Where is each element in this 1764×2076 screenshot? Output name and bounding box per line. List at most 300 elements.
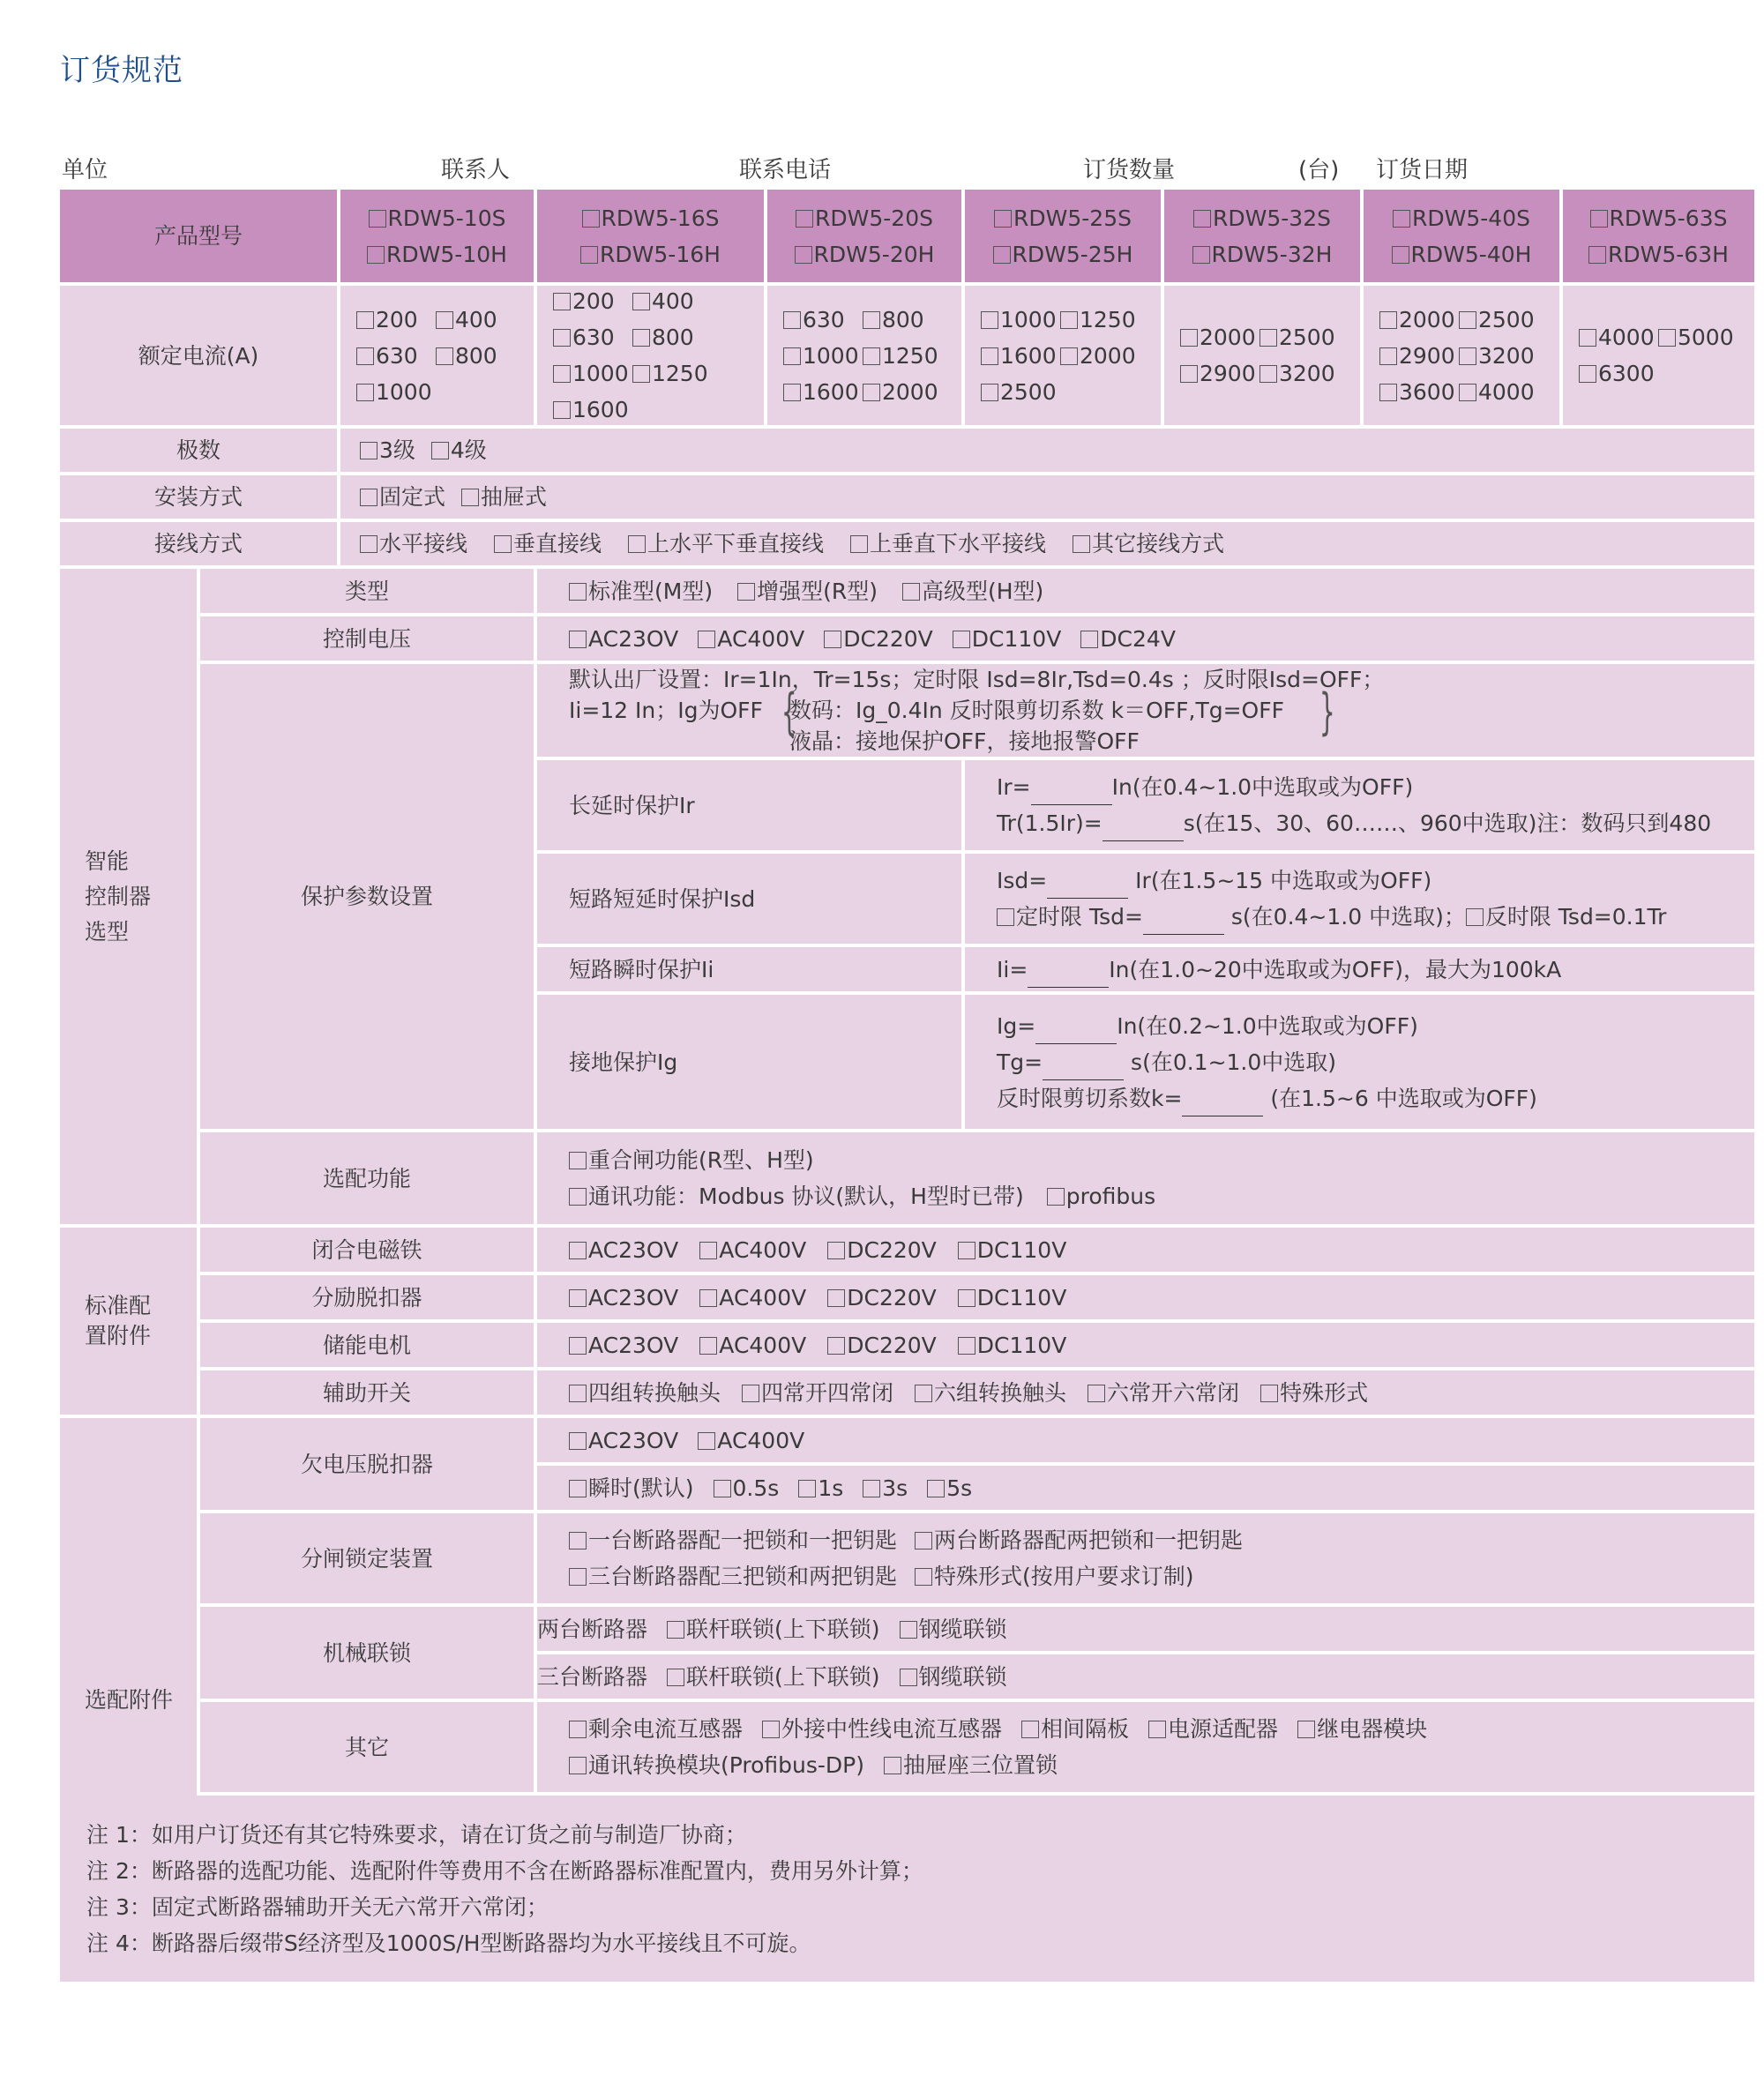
rated-current-row [783,374,951,410]
poles-label [60,429,337,472]
option-checkbox[interactable] [884,1757,901,1774]
rated-current-option [1459,374,1535,410]
option-label: 增强型(R型) [757,578,878,604]
model-name: RDW5-10H [386,241,507,267]
model-checkbox[interactable] [993,246,1011,264]
option-item [915,1522,1243,1558]
option-checkbox[interactable] [628,535,646,553]
notes [60,1796,1754,1982]
option-checkbox[interactable] [900,1621,917,1639]
option-item [958,1327,1067,1363]
accessories-group-label-text: 选配附件 [85,1687,174,1713]
option-label: DC24V [1100,625,1176,652]
ig-suffix: In(在0.2~1.0中选取或为OFF) [1117,1012,1418,1039]
rated-current-row [783,302,951,338]
current-checkbox[interactable] [632,329,650,347]
standard-row-options [537,1323,1754,1367]
product-model-cell [1563,190,1754,282]
interlock-two [537,1607,1754,1651]
lock-device-label [200,1513,534,1603]
rated-current-option [863,302,924,338]
mounting-options [340,475,1754,519]
standard-row-line [569,1375,1744,1411]
option-checkbox[interactable] [569,1337,587,1355]
interlock-prefix: 三台断路器 [537,1663,648,1690]
option-checkbox[interactable] [958,1337,975,1355]
tsd-prefix: Tsd= [1088,904,1143,930]
option-item [1088,1375,1239,1411]
option-label: 六组转换触头 [934,1379,1067,1406]
profibus-checkbox[interactable] [1047,1188,1065,1206]
option-item [1260,1375,1368,1411]
current-checkbox[interactable] [1459,347,1476,365]
rated-current-row [1379,338,1549,374]
option-checkbox[interactable] [1080,631,1098,648]
option-checkbox[interactable] [714,1480,731,1497]
product-model-option [1392,236,1532,273]
option-checkbox[interactable] [431,442,449,459]
option-checkbox[interactable] [742,1385,759,1402]
tr-blank[interactable] [1102,819,1184,841]
rated-current-cell [1364,286,1559,425]
option-label: DC220V [847,1284,937,1311]
other-options [537,1702,1754,1792]
k-suffix: (在1.5~6 中选取或为OFF) [1263,1085,1537,1111]
rated-current-option [436,302,497,338]
current-checkbox[interactable] [1060,311,1078,329]
option-checkbox[interactable] [798,1480,816,1497]
option-item [628,526,824,562]
standard-row-options [537,1370,1754,1415]
option-checkbox[interactable] [699,1289,717,1307]
model-checkbox[interactable] [1192,246,1210,264]
current-value: 400 [652,288,694,314]
ig-blank[interactable] [1035,1022,1117,1044]
ground-line1 [997,1008,1744,1044]
product-model-cell [1164,190,1360,282]
ir-prefix: Ir= [997,774,1031,800]
note: 注 2：断路器的选配功能、选配附件等费用不含在断路器标准配置内，费用另外计算； [86,1857,923,1884]
tr-suffix: s(在15、30、60……、960中选取)注：数码只到480 [1183,810,1712,836]
current-value: 2900 [1399,342,1455,369]
option-checkbox[interactable] [569,1432,587,1450]
option-label: 抽屉座三位置锁 [903,1752,1058,1778]
option-label: 上垂直下水平接线 [870,531,1047,556]
option-item [569,1558,897,1594]
option-checkbox[interactable] [461,489,479,506]
option-label: AC400V [719,1284,807,1311]
current-checkbox[interactable] [632,365,650,383]
rated-current-row [553,355,753,392]
current-value: 2500 [1279,325,1335,350]
product-model-option [367,236,507,273]
model-checkbox[interactable] [795,246,812,264]
option-checkbox[interactable] [667,1669,684,1686]
option-checkbox[interactable] [827,1242,845,1259]
short-delay-line1 [997,863,1744,899]
option-checkbox[interactable] [915,1385,932,1402]
product-model-option [580,236,721,273]
optional-line1 [569,1142,1744,1178]
ii-blank[interactable] [1028,966,1109,988]
option-item [737,573,878,609]
ground-settings [965,995,1754,1129]
definite-time-checkbox[interactable] [997,908,1014,926]
current-checkbox[interactable] [1259,329,1277,347]
option-checkbox[interactable] [827,1289,845,1307]
short-delay-label [537,854,961,944]
model-checkbox[interactable] [1588,246,1606,264]
inverse-time-value: Tsd=0.1Tr [1558,904,1667,930]
current-checkbox[interactable] [1459,384,1476,401]
k-blank[interactable] [1182,1094,1263,1116]
current-checkbox[interactable] [1379,347,1397,365]
model-checkbox[interactable] [1392,246,1409,264]
standard-row-options [537,1275,1754,1319]
rated-current-row [1579,355,1744,392]
current-checkbox[interactable] [1459,311,1476,329]
rated-current-row [1579,319,1744,355]
option-item [1080,621,1176,657]
rated-current-row [1379,374,1549,410]
option-item [569,1711,743,1747]
current-checkbox[interactable] [1579,365,1596,383]
option-label: 钢缆联锁 [918,1663,1007,1690]
option-item [900,1659,1007,1695]
option-checkbox[interactable] [569,1757,587,1774]
option-label: DC110V [971,625,1062,652]
current-checkbox[interactable] [553,365,571,383]
product-model-cell [965,190,1161,282]
option-checkbox[interactable] [667,1621,684,1639]
rated-current-option [632,355,708,392]
current-checkbox[interactable] [632,293,650,310]
model-checkbox[interactable] [369,210,386,228]
option-checkbox[interactable] [699,1242,717,1259]
standard-row-label-text: 辅助开关 [322,1379,411,1406]
date-label: 订货日期 [1376,157,1469,183]
quantity-unit: (台) [1298,157,1340,183]
current-checkbox[interactable] [436,347,453,365]
option-item [927,1470,972,1506]
profibus-label: profibus [1065,1184,1156,1209]
model-checkbox[interactable] [796,210,813,228]
standard-row-label [200,1228,534,1272]
modbus-label: 通讯功能：Modbus 协议(默认，H型时已带) [588,1184,1024,1209]
option-item [953,621,1062,657]
product-model-label [60,190,337,282]
rated-current-option [1459,302,1535,338]
ground-label-text: 接地保护Ig [569,1049,678,1075]
modbus-checkbox[interactable] [569,1188,587,1206]
option-checkbox[interactable] [762,1721,780,1738]
option-checkbox[interactable] [1148,1721,1166,1738]
option-label: 相间隔板 [1041,1716,1130,1742]
lock-device-label-text: 分闸锁定装置 [300,1545,433,1572]
option-item [762,1711,1002,1747]
option-checkbox[interactable] [1088,1385,1105,1402]
option-item [1073,526,1224,562]
contact-label: 联系人 [441,157,511,183]
option-checkbox[interactable] [827,1337,845,1355]
option-label: DC220V [847,1236,937,1263]
option-checkbox[interactable] [915,1568,932,1586]
rated-current-label [60,286,337,425]
option-label: 钢缆联锁 [918,1616,1007,1642]
undervoltage-voltage [537,1418,1754,1462]
tsd-blank[interactable] [1143,913,1224,935]
option-checkbox[interactable] [569,1480,587,1497]
option-item [461,479,547,515]
current-checkbox[interactable] [1658,329,1676,347]
option-checkbox[interactable] [360,489,377,506]
current-value: 2000 [1399,306,1455,332]
option-checkbox[interactable] [569,1385,587,1402]
option-checkbox[interactable] [569,1532,587,1550]
control-voltage-label-text: 控制电压 [322,625,411,652]
rated-current-row [981,302,1150,338]
wiring-label-text: 接线方式 [153,531,243,556]
reclose-checkbox[interactable] [569,1152,587,1169]
option-checkbox[interactable] [850,535,868,553]
current-checkbox[interactable] [1579,329,1596,347]
protection-settings-label-text: 保护参数设置 [300,884,433,909]
option-label: DC220V [843,625,933,652]
current-value: 1600 [572,397,629,422]
option-item [958,1280,1067,1316]
ground-line3 [997,1080,1744,1116]
option-item [667,1611,880,1647]
product-model-option [1590,200,1728,236]
option-checkbox[interactable] [569,1242,587,1259]
option-label: 四组转换触头 [588,1379,721,1406]
ir-blank[interactable] [1031,783,1112,805]
current-checkbox[interactable] [1180,365,1198,383]
current-checkbox[interactable] [863,311,880,329]
option-checkbox[interactable] [958,1289,975,1307]
note: 注 1：如用户订货还有其它特殊要求，请在订货之前与制造厂协商； [86,1821,747,1848]
option-checkbox[interactable] [698,1432,715,1450]
rated-current-row [356,338,523,374]
current-checkbox[interactable] [1060,347,1078,365]
option-label: AC400V [717,1427,805,1453]
current-checkbox[interactable] [356,347,374,365]
ground-label [537,995,961,1129]
standard-row-line [569,1280,1744,1316]
option-item [699,1327,806,1363]
current-value: 2000 [1080,342,1136,369]
tg-blank[interactable] [1043,1058,1124,1080]
option-label: 一台断路器配一把锁和一把钥匙 [588,1527,898,1553]
model-name: RDW5-63S [1609,205,1728,231]
short-delay-settings [965,854,1754,944]
tg-suffix: s(在0.1~1.0中选取) [1124,1049,1337,1075]
controller-group-line: 智能 [85,848,130,874]
rated-current-cell [1164,286,1360,425]
standard-row-label-text: 储能电机 [322,1332,411,1358]
model-checkbox[interactable] [580,246,598,264]
product-model-option [994,200,1132,236]
option-item [902,573,1043,609]
option-checkbox[interactable] [569,631,587,648]
option-checkbox[interactable] [737,583,755,601]
current-checkbox[interactable] [783,347,801,365]
definite-time-label: 定时限 [1016,904,1089,930]
option-checkbox[interactable] [698,631,715,648]
option-item [431,432,487,468]
option-item [915,1558,1194,1594]
rated-current-option [1180,319,1259,355]
current-checkbox[interactable] [553,329,571,347]
instant-label [537,947,961,991]
option-item [698,621,804,657]
option-checkbox[interactable] [569,583,587,601]
isd-prefix: Isd= [997,868,1048,893]
controller-group-label [60,569,197,1224]
option-item [698,1423,804,1459]
current-value: 4000 [1598,325,1655,350]
option-item [798,1470,843,1506]
model-checkbox[interactable] [1393,210,1410,228]
rated-current-option [1259,355,1335,392]
other-label-text: 其它 [344,1734,389,1760]
current-checkbox[interactable] [783,384,801,401]
option-label: AC400V [719,1236,807,1263]
control-voltage-label [200,616,534,661]
current-checkbox[interactable] [863,384,880,401]
current-value: 800 [652,325,694,350]
current-checkbox[interactable] [553,401,571,419]
current-checkbox[interactable] [1379,311,1397,329]
rated-current-option [1459,338,1535,374]
current-value: 200 [572,288,615,314]
current-checkbox[interactable] [1180,329,1198,347]
current-checkbox[interactable] [783,311,801,329]
inverse-time-label: 反时限 [1484,904,1558,930]
rated-current-cell [965,286,1161,425]
model-checkbox[interactable] [582,210,600,228]
option-checkbox[interactable] [927,1480,945,1497]
option-checkbox[interactable] [824,631,841,648]
inverse-time-checkbox[interactable] [1466,908,1484,926]
option-checkbox[interactable] [699,1337,717,1355]
rated-current-option [1658,319,1734,355]
controller-type-label-text: 类型 [344,578,389,604]
model-checkbox[interactable] [994,210,1012,228]
rated-current-row [1180,355,1349,392]
tsd-suffix: s(在0.4~1.0 中选取)； [1223,904,1466,930]
note: 注 4：断路器后缀带S经济型及1000S/H型断路器均为水平接线且不可旋。 [86,1930,811,1956]
option-label: 1s [818,1475,844,1501]
option-label: 水平接线 [379,531,468,556]
current-checkbox[interactable] [356,311,374,329]
model-checkbox[interactable] [1193,210,1211,228]
option-checkbox[interactable] [569,1289,587,1307]
current-checkbox[interactable] [1259,365,1277,383]
option-checkbox[interactable] [569,1568,587,1586]
option-label: 四常开四常闭 [761,1379,894,1406]
controller-type-options [537,569,1754,613]
model-checkbox[interactable] [367,246,385,264]
option-checkbox[interactable] [1073,535,1090,553]
other-label [200,1702,534,1792]
option-checkbox[interactable] [902,583,920,601]
option-item [569,1423,678,1459]
option-item [569,1280,678,1316]
rated-current-cell [767,286,961,425]
standard-group-line: 置附件 [85,1323,152,1348]
option-checkbox[interactable] [494,535,512,553]
rated-current-row [356,374,523,410]
current-checkbox[interactable] [436,311,453,329]
undervoltage-delay [537,1466,1754,1510]
current-checkbox[interactable] [1379,384,1397,401]
option-checkbox[interactable] [953,631,970,648]
current-value: 2500 [1478,306,1535,332]
option-item [900,1611,1007,1647]
option-label: 其它接线方式 [1092,531,1225,556]
current-checkbox[interactable] [553,293,571,310]
short-delay-line2 [997,899,1744,935]
current-value: 630 [803,306,845,332]
product-model-option [1192,236,1333,273]
option-checkbox[interactable] [900,1669,917,1686]
current-checkbox[interactable] [356,384,374,401]
current-value: 800 [455,342,497,369]
option-checkbox[interactable] [360,442,377,459]
controller-group-line: 控制器 [85,883,152,909]
option-label: 外接中性线电流互感器 [781,1716,1003,1742]
option-checkbox[interactable] [915,1532,932,1550]
option-checkbox[interactable] [958,1242,975,1259]
option-checkbox[interactable] [1297,1721,1315,1738]
rated-current-row [553,286,753,319]
control-voltage-options [537,616,1754,661]
current-checkbox[interactable] [863,347,880,365]
option-checkbox[interactable] [863,1480,880,1497]
wiring-label [60,522,337,565]
option-label: 上水平下垂直接线 [647,531,825,556]
option-item [850,526,1046,562]
option-checkbox[interactable] [1260,1385,1278,1402]
option-item [569,1375,721,1411]
option-checkbox[interactable] [1021,1721,1039,1738]
quantity-label: 订货数量 [1083,157,1176,183]
undervoltage-label-text: 欠电压脱扣器 [300,1451,433,1477]
current-value: 400 [455,306,497,332]
standard-row-label-text: 分励脱扣器 [311,1284,422,1311]
standard-row-label-text: 闭合电磁铁 [311,1236,422,1263]
phone-label: 联系电话 [739,157,832,183]
option-label: 4级 [450,437,487,463]
current-checkbox[interactable] [981,384,998,401]
isd-blank[interactable] [1047,877,1128,899]
current-value: 3600 [1399,378,1455,405]
option-checkbox[interactable] [360,535,377,553]
rated-current-option [632,319,694,355]
tr-prefix: Tr(1.5Ir)= [997,810,1102,836]
model-checkbox[interactable] [1590,210,1608,228]
rated-current-option [1180,355,1259,392]
current-value: 6300 [1598,361,1655,386]
rated-current-label-text: 额定电流(A) [138,342,259,369]
current-checkbox[interactable] [981,347,998,365]
rated-current-option [1060,302,1136,338]
option-checkbox[interactable] [569,1721,587,1738]
current-checkbox[interactable] [981,311,998,329]
optional-function-label-text: 选配功能 [322,1165,411,1191]
product-model-label-text: 产品型号 [153,223,243,249]
